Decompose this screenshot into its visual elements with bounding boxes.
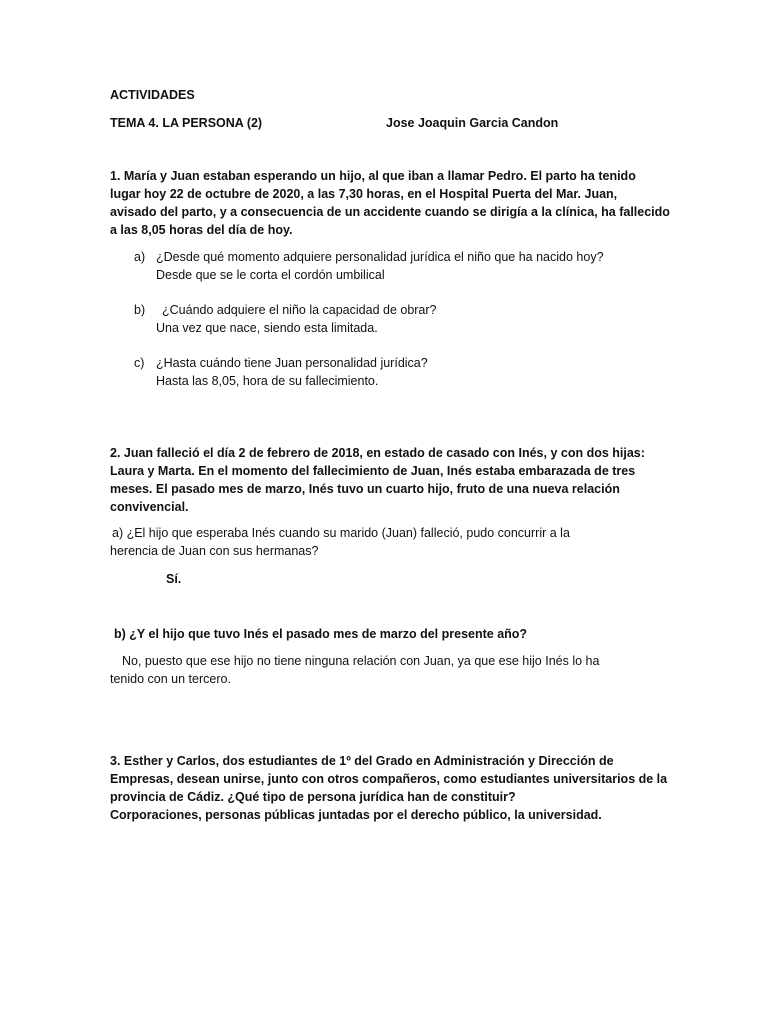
- author-name: Jose Joaquin Garcia Candon: [386, 116, 559, 130]
- q2b-answer-line-2: tenido con un tercero.: [110, 672, 231, 686]
- q1b-question: ¿Cuándo adquiere el niño la capacidad de obrar?: [162, 303, 437, 317]
- q3-answer: Corporaciones, personas públicas juntadas por el derecho público, la universidad.: [110, 808, 602, 822]
- q1c-answer: Hasta las 8,05, hora de su fallecimiento.: [156, 374, 379, 388]
- q1a-answer: Desde que se le corta el cordón umbilical: [156, 268, 385, 282]
- q2a-question-line-2: herencia de Juan con sus hermanas?: [110, 544, 319, 558]
- topic-title: TEMA 4. LA PERSONA (2): [110, 116, 263, 130]
- q3-line-2: Empresas, desean unirse, junto con otros compañeros, como estudiantes universitarios de la: [110, 772, 668, 786]
- q1-line-4: a las 8,05 horas del día de hoy.: [110, 223, 293, 237]
- q1c-question: ¿Hasta cuándo tiene Juan personalidad jurídica?: [156, 356, 428, 370]
- q2b-question: b) ¿Y el hijo que tuvo Inés el pasado mes de marzo del presente año?: [114, 627, 528, 641]
- q1a-question: ¿Desde qué momento adquiere personalidad jurídica el niño que ha nacido hoy?: [156, 250, 604, 264]
- q3-line-1: 3. Esther y Carlos, dos estudiantes de 1º del Grado en Administración y Dirección de: [110, 754, 614, 768]
- q1-line-1: 1. María y Juan estaban esperando un hijo, al que iban a llamar Pedro. El parto ha tenido: [110, 169, 636, 183]
- q2b-answer-line-1: No, puesto que ese hijo no tiene ninguna relación con Juan, ya que ese hijo Inés lo ha: [122, 654, 600, 668]
- q1a-label: a): [134, 250, 146, 264]
- q1b-answer: Una vez que nace, siendo esta limitada.: [156, 321, 378, 335]
- q2-line-1: 2. Juan falleció el día 2 de febrero de 2018, en estado de casado con Inés, y con dos hijas:: [110, 446, 645, 460]
- q2-line-2: Laura y Marta. En el momento del fallecimiento de Juan, Inés estaba embarazada de tres: [110, 464, 636, 478]
- q1-line-3: avisado del parto, y a consecuencia de un accidente cuando se dirigía a la clínica, ha fallecido: [110, 205, 670, 219]
- q1-line-2: lugar hoy 22 de octubre de 2020, a las 7,30 horas, en el Hospital Puerta del Mar. Juan,: [110, 187, 618, 201]
- q2-line-3: meses. El pasado mes de marzo, Inés tuvo un cuarto hijo, fruto de una nueva relación: [110, 482, 620, 496]
- activities-title: ACTIVIDADES: [110, 88, 195, 102]
- q2a-question-line-1: a) ¿El hijo que esperaba Inés cuando su marido (Juan) falleció, pudo concurrir a la: [112, 526, 570, 540]
- q1c-label: c): [134, 356, 145, 370]
- q1b-label: b): [134, 303, 146, 317]
- q3-line-3: provincia de Cádiz. ¿Qué tipo de persona jurídica han de constituir?: [110, 790, 516, 804]
- q2-line-4: convivencial.: [110, 500, 189, 514]
- q2a-answer: Sí.: [166, 572, 182, 586]
